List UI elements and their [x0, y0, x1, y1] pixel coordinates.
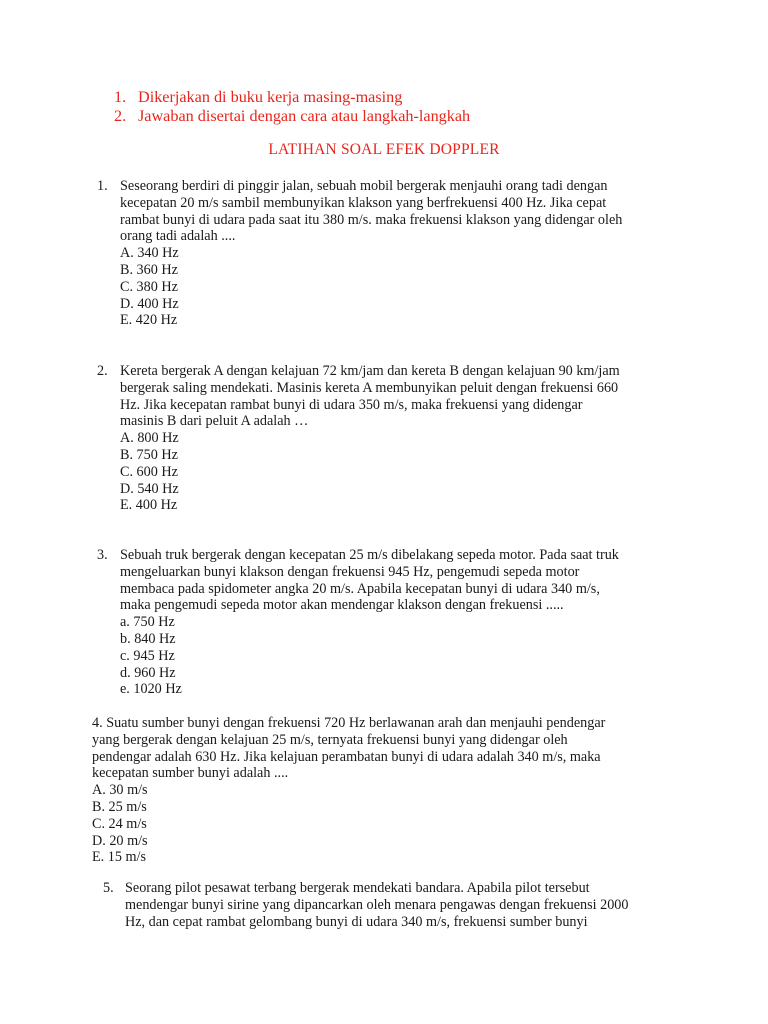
answer-option: a. 750 Hz	[120, 614, 175, 631]
answer-options	[92, 782, 605, 866]
answer-option: C. 380 Hz	[120, 278, 178, 295]
answer-options	[120, 245, 622, 329]
answer-option: E. 15 m/s	[92, 849, 146, 866]
answer-option: e. 1020 Hz	[120, 681, 182, 698]
answer-option: D. 20 m/s	[92, 832, 148, 849]
instructions-list	[114, 88, 470, 125]
answer-option: A. 30 m/s	[92, 782, 148, 799]
instruction-number: 2.	[114, 106, 127, 125]
question-1	[97, 178, 622, 329]
answer-option: A. 800 Hz	[120, 430, 179, 447]
question-number: 5.	[103, 880, 114, 896]
question-number: 4.	[92, 715, 103, 731]
question-text: Seseorang berdiri di pinggir jalan, sebuah mobil bergerak menjauhi orang tadi dengan kecepatan 20 m/s sambil membunyikan klakson yang berfrekuensi 400 Hz. Jika cepat rambat bunyi di udara pada saat itu 380 m/s. maka frekuensi klakson yang didengar oleh orang tadi adalah ....	[120, 178, 623, 245]
question-text: Sebuah truk bergerak dengan kecepatan 25 m/s dibelakang sepeda motor. Pada saat truk mengeluarkan bunyi klakson dengan frekuensi 945 Hz, pengemudi sepeda motor membaca pada spidometer angka 20 m/s. Apabila kecepatan bunyi di udara 340 m/s, maka pengemudi sepeda motor akan mendengar klakson dengan frekuensi .....	[120, 547, 619, 614]
instruction-item	[114, 88, 470, 107]
answer-option: c. 945 Hz	[120, 647, 175, 664]
answer-option: E. 400 Hz	[120, 497, 178, 514]
page-title: LATIHAN SOAL EFEK DOPPLER	[268, 141, 500, 158]
question-5	[103, 880, 628, 930]
question-text: Suatu sumber bunyi dengan frekuensi 720 Hz berlawanan arah dan menjauhi pendengar yang bergerak dengan kelajuan 25 m/s, ternyata frekuensi bunyi yang didengar oleh pendengar adalah 630 Hz. Jika kelajuan perambatan bunyi di udara adalah 340 m/s, maka kecepatan sumber bunyi adalah ....	[92, 715, 606, 782]
question-number: 1.	[97, 178, 108, 194]
question-2	[97, 363, 620, 514]
answer-option: D. 540 Hz	[120, 480, 179, 497]
answer-option: C. 24 m/s	[92, 815, 147, 832]
answer-option: b. 840 Hz	[120, 630, 176, 647]
question-3	[97, 547, 619, 698]
question-number: 2.	[97, 363, 108, 379]
question-4	[92, 715, 605, 866]
instruction-number: 1.	[114, 88, 127, 106]
question-text: Kereta bergerak A dengan kelajuan 72 km/jam dan kereta B dengan kelajuan 90 km/jam bergerak saling mendekati. Masinis kereta A membunyikan peluit dengan frekuensi 660 Hz. Jika kecepatan rambat bunyi di udara 350 m/s, maka frekuensi yang didengar masinis B dari peluit A adalah …	[120, 363, 620, 430]
instruction-text: Jawaban disertai dengan cara atau langkah-langkah	[138, 106, 471, 125]
answer-option: B. 750 Hz	[120, 446, 178, 463]
answer-options	[120, 614, 619, 698]
answer-option: D. 400 Hz	[120, 295, 179, 312]
answer-option: E. 420 Hz	[120, 312, 178, 329]
question-number: 3.	[97, 547, 108, 563]
answer-option: A. 340 Hz	[120, 245, 179, 262]
answer-option: C. 600 Hz	[120, 463, 178, 480]
answer-options	[120, 430, 620, 514]
answer-option: d. 960 Hz	[120, 664, 176, 681]
instruction-text: Dikerjakan di buku kerja masing-masing	[138, 88, 403, 106]
question-text: Seorang pilot pesawat terbang bergerak mendekati bandara. Apabila pilot tersebut mendengar bunyi sirine yang dipancarkan oleh menara pengawas dengan frekuensi 2000 Hz, dan cepat rambat gelombang bunyi di udara 340 m/s, frekuensi sumber bunyi	[125, 880, 629, 930]
answer-option: B. 25 m/s	[92, 798, 147, 815]
instruction-item	[114, 107, 470, 126]
answer-option: B. 360 Hz	[120, 261, 178, 278]
